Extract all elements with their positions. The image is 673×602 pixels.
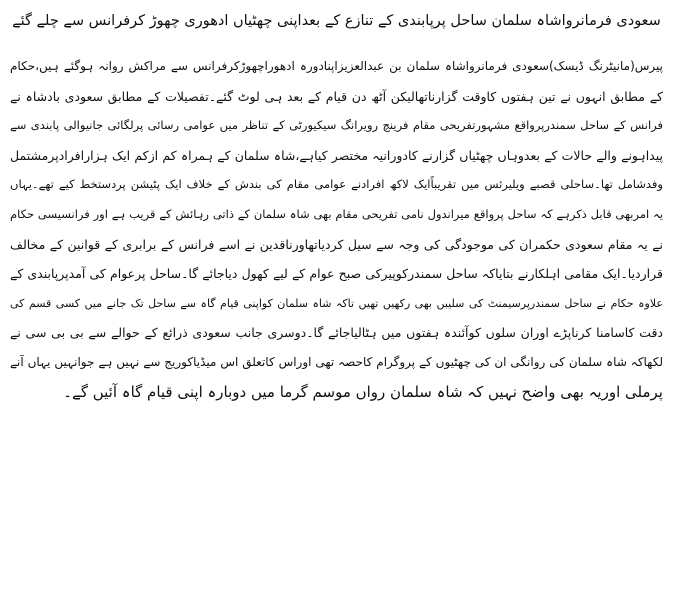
article-line: نے یہ مقام سعودی حکمران کی موجودگی کی وجہ سے سیل کردیاتھاورناقدین نے اسے فرانس کے برابری کے قوانین کے مخالف [10, 236, 663, 252]
article-line: وفدشامل تھا۔ساحلی قصبے ویلیرئس میں تقریباًایک لاکھ افرادنے عوامی مقام کی بندش کے خلاف ایک پٹیشن پردستخط کیے تھے۔یہاں [10, 177, 663, 192]
article-line: پیداہونے والے حالات کے بعدوہاں چھٹیاں گزارنے کادورانیہ مختصر کیاہے،شاہ سلمان کے ہمراہ کم ازکم ایک ہزارافرادپرمشتمل [10, 147, 663, 163]
article-line: دقت کاسامنا کرناپڑے اوران سلوں کوآئندہ ہفتوں میں ہٹالیاجائے گا۔دوسری جانب سعودی ذرائع کے حوالے سے بی بی سی نے [10, 325, 663, 341]
article-headline: سعودی فرمانرواشاہ سلمان ساحل پرپابندی کے تنازع کے بعداپنی چھٹیاں ادھوری چھوڑ کرفرانس سے چلے گئے [12, 13, 661, 29]
article-line: یہ امربھی قابل ذکرہے کہ ساحل پرواقع میراندول نامی تفریحی مقام بھی شاہ سلمان کے ذاتی رہائش کے قریب ہے اور فرانسیسی حکام [10, 206, 663, 221]
article-line: پیرس(مانیٹرنگ ڈیسک)سعودی فرمانرواشاہ سلمان بن عبدالعزیزاپنادورہ ادھوراچھوڑکرفرانس سے مراکش روانہ ہوگئے ہیں،حکام [10, 59, 663, 73]
article-line: فرانس کے ساحل سمندرپرواقع مشہورتفریحی مقام فرینچ رویرانگ سیکیورٹی کے تناظر میں عوامی رسائی پرلگائی جانیوالی پابندی سے [10, 118, 663, 133]
article-line: لکھاکہ شاہ سلمان کی روانگی ان کی چھٹیوں کے پروگرام کاحصہ تھی اوراس کاتعلق اس میڈیاکوریج سے نہیں ہے جوانہیں یہاں آنے [10, 354, 663, 369]
article-line: علاوہ حکام نے ساحل سمندرپرسیمنٹ کی سلیبں بھی رکھیں تھیں تاکہ شاہ سلمان کواپنی قیام گاہ سے ساحل تک جانے میں کسی قسم کی [10, 296, 663, 310]
article-body [10, 52, 663, 407]
article-line: پرملی اوریہ بھی واضح نہیں کہ شاہ سلمان رواں موسم گرما میں دوبارہ اپنی قیام گاہ آئیں گے۔ [63, 382, 663, 401]
article-line: کے مطابق انہوں نے تین ہفتوں کاوقت گزارناتھالیکن آٹھ دن قیام کے بعد ہی لوٹ گئے۔تفصیلات کے مطابق سعودی بادشاہ نے [10, 88, 663, 104]
article-line: قراردیا۔ایک مقامی اہلکارنے بتایاکہ ساحل سمندرکوپیرکی صبح عوام کے لیے کھول دیاجائے گا۔ساحل پرعوام کی آمدپرپابندی کے [10, 266, 663, 282]
